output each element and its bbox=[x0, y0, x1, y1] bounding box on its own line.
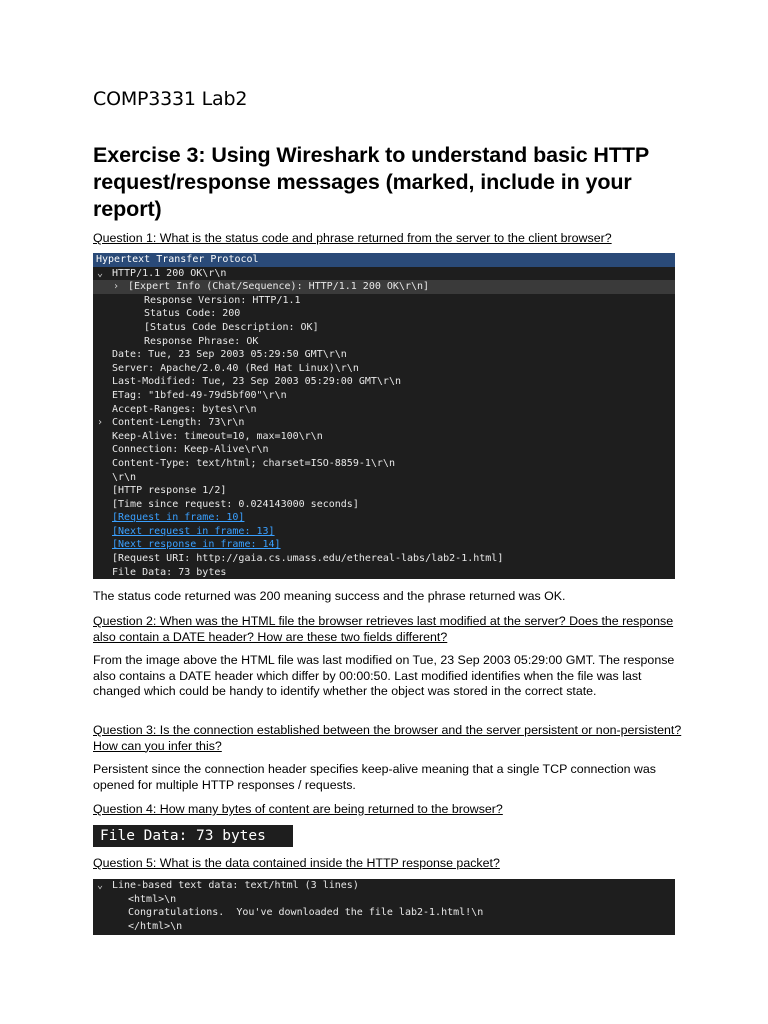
packet-field-text: [Time since request: 0.024143000 seconds] bbox=[112, 498, 359, 510]
packet-field-text: [HTTP response 1/2] bbox=[112, 485, 227, 497]
packet-tree-row[interactable] bbox=[93, 335, 675, 349]
packet-field-text: [Request URI: http://gaia.cs.umass.edu/ethereal-labs/lab2-1.html] bbox=[112, 553, 504, 565]
packet-field-text: Status Code: 200 bbox=[144, 308, 241, 320]
packet-tree-row[interactable] bbox=[93, 280, 675, 294]
file-data-snippet: File Data: 73 bytes bbox=[93, 825, 293, 847]
packet-field-text: Keep-Alive: timeout=10, max=100\r\n bbox=[112, 430, 323, 442]
packet-field-text: Last-Modified: Tue, 23 Sep 2003 05:29:00 GMT\r\n bbox=[112, 376, 401, 388]
answer-2: From the image above the HTML file was last modified on Tue, 23 Sep 2003 05:29:00 GMT. The response also contains a DATE header which differ by 00:00:50. Last modified identifies when the file was last changed which could be handy to identify whether the object was stored in the correct state. bbox=[93, 653, 675, 698]
packet-tree-row[interactable] bbox=[93, 920, 675, 934]
packet-tree-row[interactable] bbox=[93, 267, 675, 281]
question-2: Question 2: When was the HTML file the browser retrieves last modified at the server? Does the response also contain a DATE header? How are these two fields different? bbox=[93, 614, 674, 644]
packet-field-text: Server: Apache/2.0.40 (Red Hat Linux)\r\n bbox=[112, 362, 359, 374]
wireshark-http-packet-details bbox=[93, 253, 675, 579]
packet-tree-row[interactable] bbox=[93, 294, 675, 308]
packet-tree-header[interactable]: Hypertext Transfer Protocol bbox=[93, 253, 675, 267]
packet-tree-row[interactable] bbox=[93, 321, 675, 335]
packet-tree-row[interactable] bbox=[93, 484, 675, 498]
answer-3: Persistent since the connection header specifies keep-alive meaning that a single TCP connection was opened for multiple HTTP responses / requests. bbox=[93, 762, 656, 792]
question-4: Question 4: How many bytes of content are being returned to the browser? bbox=[93, 802, 503, 816]
question-5: Question 5: What is the data contained inside the HTTP response packet? bbox=[93, 856, 500, 870]
packet-field-text: \r\n bbox=[112, 471, 137, 483]
packet-field-text: Response Phrase: OK bbox=[144, 335, 259, 347]
packet-field-text: Content-Length: 73\r\n bbox=[112, 417, 245, 429]
packet-tree-row[interactable] bbox=[93, 416, 675, 430]
expand-chevron-icon[interactable]: ⌄ bbox=[97, 267, 104, 279]
packet-tree-row[interactable] bbox=[93, 348, 675, 362]
packet-tree-row[interactable] bbox=[93, 552, 675, 566]
packet-field-text: ETag: "1bfed-49-79d5bf00"\r\n bbox=[112, 389, 287, 401]
packet-field-text: Congratulations. You've downloaded the file lab2-1.html!\n bbox=[128, 907, 484, 919]
packet-tree-row[interactable] bbox=[93, 362, 675, 376]
frame-link[interactable]: [Next response in frame: 14] bbox=[112, 539, 281, 551]
packet-field-text: HTTP/1.1 200 OK\r\n bbox=[112, 267, 227, 279]
wireshark-text-data bbox=[93, 879, 675, 935]
expand-chevron-icon[interactable]: ⌄ bbox=[97, 880, 104, 891]
answer-1: The status code returned was 200 meaning success and the phrase returned was OK. bbox=[93, 589, 566, 603]
packet-tree-row[interactable] bbox=[93, 403, 675, 417]
packet-field-text: Accept-Ranges: bytes\r\n bbox=[112, 403, 257, 415]
packet-field-text: Response Version: HTTP/1.1 bbox=[144, 294, 301, 306]
packet-field-text: [Status Code Description: OK] bbox=[144, 321, 319, 333]
packet-field-text: </html>\n bbox=[128, 920, 183, 932]
packet-tree-row[interactable] bbox=[93, 389, 675, 403]
packet-tree-row[interactable] bbox=[93, 498, 675, 512]
packet-tree-row[interactable] bbox=[93, 906, 675, 920]
collapse-chevron-icon[interactable]: › bbox=[97, 417, 104, 429]
packet-tree-row[interactable] bbox=[93, 525, 675, 539]
question-3: Question 3: Is the connection established between the browser and the server persistent or non-persistent? How can you infer this? bbox=[93, 723, 682, 753]
packet-tree-row[interactable] bbox=[93, 375, 675, 389]
packet-field-text: Line-based text data: text/html (3 lines) bbox=[112, 880, 359, 891]
frame-link[interactable]: [Request in frame: 10] bbox=[112, 512, 245, 524]
question-1: Question 1: What is the status code and phrase returned from the server to the client browser? bbox=[93, 231, 612, 245]
packet-tree-row[interactable] bbox=[93, 443, 675, 457]
packet-field-text: Date: Tue, 23 Sep 2003 05:29:50 GMT\r\n bbox=[112, 349, 347, 361]
collapse-chevron-icon[interactable]: › bbox=[113, 281, 120, 293]
exercise-heading: Exercise 3: Using Wireshark to understand basic HTTP request/response messages (marked, include in your report) bbox=[93, 143, 649, 221]
packet-field-text: Connection: Keep-Alive\r\n bbox=[112, 444, 269, 456]
packet-tree-row[interactable] bbox=[93, 893, 675, 907]
packet-tree-row[interactable] bbox=[93, 457, 675, 471]
packet-field-text: Content-Type: text/html; charset=ISO-8859-1\r\n bbox=[112, 457, 395, 469]
packet-tree-row[interactable] bbox=[93, 566, 675, 579]
packet-tree-row[interactable] bbox=[93, 430, 675, 444]
packet-tree-row[interactable] bbox=[93, 471, 675, 485]
packet-tree-row[interactable] bbox=[93, 538, 675, 552]
frame-link[interactable]: [Next request in frame: 13] bbox=[112, 525, 275, 537]
packet-tree-row[interactable] bbox=[93, 879, 675, 893]
packet-tree-row[interactable] bbox=[93, 511, 675, 525]
course-title: COMP3331 Lab2 bbox=[93, 88, 248, 110]
packet-tree-row[interactable] bbox=[93, 307, 675, 321]
packet-field-text: File Data: 73 bytes bbox=[112, 566, 227, 578]
packet-field-text: [Expert Info (Chat/Sequence): HTTP/1.1 200 OK\r\n] bbox=[128, 281, 430, 293]
packet-field-text: <html>\n bbox=[128, 893, 177, 905]
